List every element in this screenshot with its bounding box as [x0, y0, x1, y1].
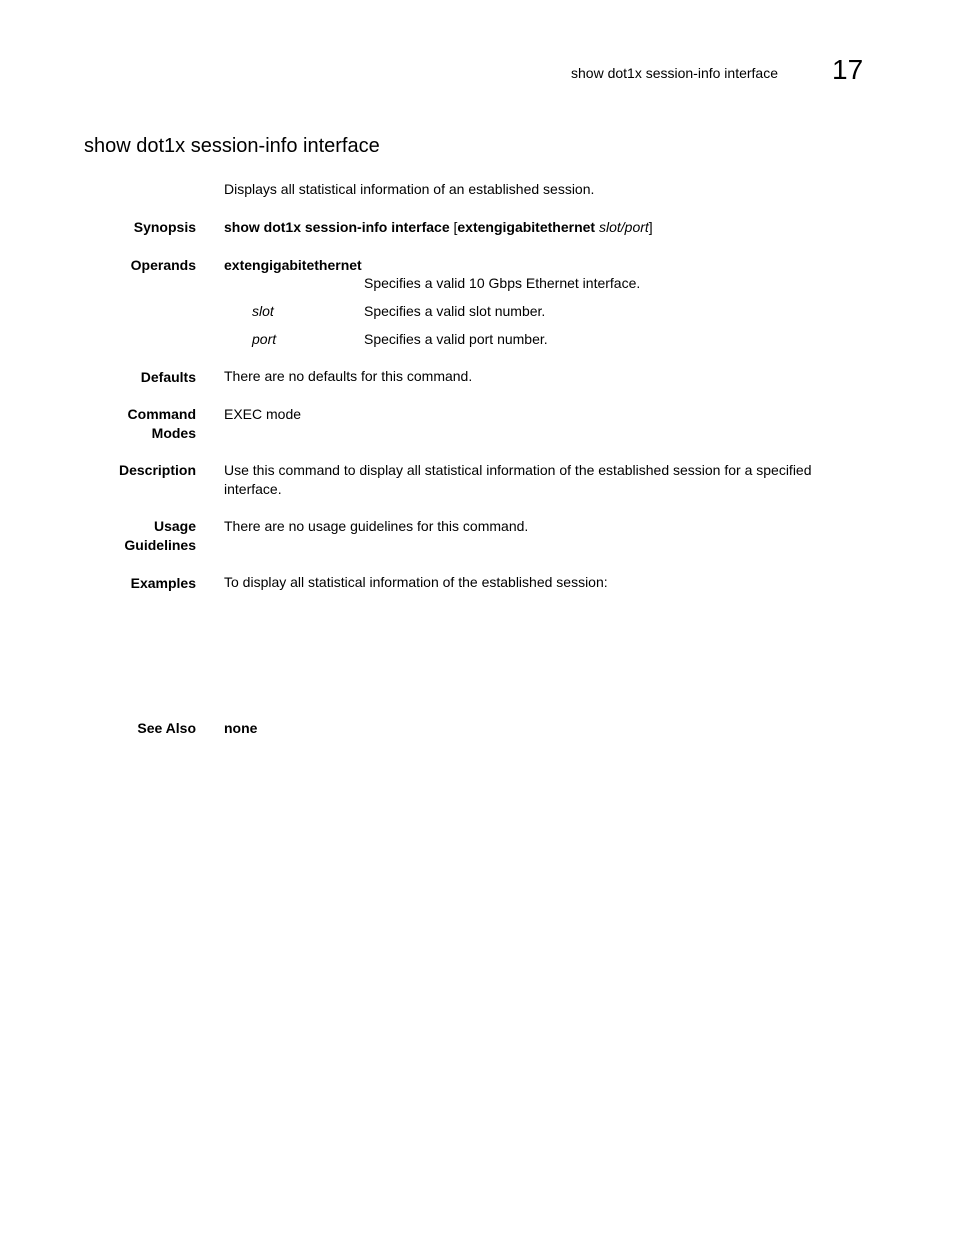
see-also-label: See Also	[137, 720, 196, 736]
defaults-text: There are no defaults for this command.	[224, 368, 473, 384]
operand-keyword-desc: Specifies a valid 10 Gbps Ethernet interface.	[364, 275, 641, 291]
see-also-text: none	[224, 720, 258, 736]
operand-slot-desc: Specifies a valid slot number.	[364, 303, 546, 319]
synopsis-bracket-close: ]	[648, 219, 653, 235]
description-label: Description	[118, 462, 196, 478]
operand-slot-name: slot	[252, 303, 274, 319]
synopsis-text	[224, 218, 653, 237]
description-text	[224, 461, 812, 499]
synopsis-args: slot/port	[598, 219, 649, 235]
summary-text: Displays all statistical information of an established session.	[224, 181, 595, 197]
command-modes-label-line1: Command	[127, 406, 196, 422]
operand-port-desc: Specifies a valid port number.	[364, 331, 548, 347]
usage-guidelines-label	[124, 517, 196, 555]
examples-label: Examples	[130, 575, 196, 591]
description-line1: Use this command to display all statistical information of the established session for a specified	[224, 462, 812, 478]
operand-keyword: extengigabitethernet	[224, 257, 362, 273]
synopsis-bracket-open: [	[453, 219, 458, 235]
usage-label-line1: Usage	[153, 518, 196, 534]
examples-text: To display all statistical information of the established session:	[224, 574, 608, 590]
operands-label: Operands	[130, 257, 196, 273]
synopsis-command: show dot1x session-info interface	[224, 219, 450, 235]
usage-guidelines-text: There are no usage guidelines for this command.	[224, 518, 529, 534]
synopsis-label: Synopsis	[133, 219, 196, 235]
usage-label-line2: Guidelines	[124, 537, 196, 553]
description-line2: interface.	[224, 481, 282, 497]
page-title: show dot1x session-info interface	[84, 135, 380, 157]
synopsis-keyword: extengigabitethernet	[457, 219, 596, 235]
command-modes-text: EXEC mode	[224, 406, 302, 422]
command-modes-label	[128, 405, 196, 443]
command-modes-label-line2: Modes	[151, 425, 196, 441]
chapter-number: 17	[832, 54, 864, 85]
running-header-title: show dot1x session-info interface	[571, 65, 778, 81]
operand-port-name: port	[252, 331, 277, 347]
defaults-label: Defaults	[140, 369, 196, 385]
